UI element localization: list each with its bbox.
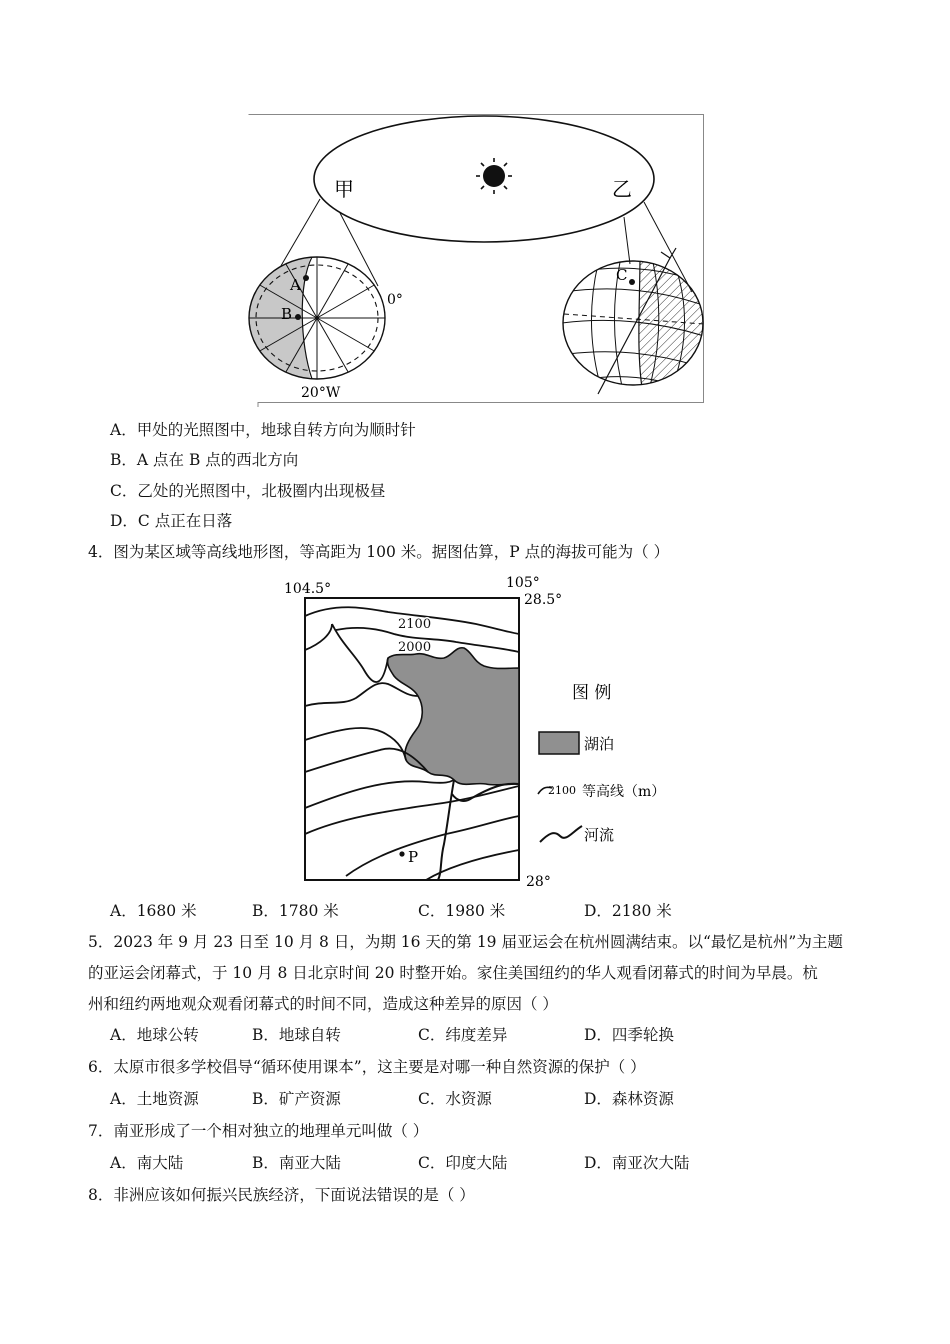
lake-area bbox=[387, 648, 519, 785]
point-c-label: C bbox=[616, 266, 628, 284]
q5-option-a: A．地球公转 bbox=[110, 1026, 199, 1044]
contour-2000-label: 2000 bbox=[398, 640, 432, 655]
q8-stem: 8．非洲应该如何振兴民族经济，下面说法错误的是（ ） bbox=[88, 1186, 475, 1204]
contour-map-figure bbox=[276, 572, 666, 894]
legend-contour-value: 2100 bbox=[548, 784, 576, 797]
river-lines bbox=[438, 780, 519, 880]
orbit-illumination-figure bbox=[248, 114, 704, 408]
q6-option-b: B．矿产资源 bbox=[252, 1090, 341, 1108]
q7-option-b: B．南亚大陆 bbox=[252, 1154, 341, 1172]
legend-lake-swatch bbox=[539, 732, 579, 754]
q7-option-c: C．印度大陆 bbox=[418, 1154, 508, 1172]
point-b-label: B bbox=[281, 305, 293, 323]
q7-option-d: D．南亚次大陆 bbox=[584, 1154, 690, 1172]
q4-option-c: C．1980 米 bbox=[418, 902, 506, 920]
polar-view-globe bbox=[248, 254, 403, 401]
q6-option-a: A．土地资源 bbox=[110, 1090, 199, 1108]
q5-stem-line1: 5．2023 年 9 月 23 日至 10 月 8 日，为期 16 天的第 19 届亚运会在杭州圆满结束。以“最忆是杭州”为主题 bbox=[88, 933, 843, 951]
q3-option-a: A．甲处的光照图中，地球自转方向为顺时针 bbox=[110, 421, 416, 439]
q4-option-b: B．1780 米 bbox=[252, 902, 339, 920]
q7-stem: 7．南亚形成了一个相对独立的地理单元叫做（ ） bbox=[88, 1122, 429, 1140]
point-a-label: A bbox=[290, 276, 301, 294]
q7-option-a: A．南大陆 bbox=[110, 1154, 184, 1172]
q4-option-d: D．2180 米 bbox=[584, 902, 672, 920]
legend-lake-label: 湖泊 bbox=[584, 735, 615, 753]
legend-title: 图 例 bbox=[572, 683, 612, 703]
lon-right-label: 105° bbox=[506, 575, 540, 591]
sun-icon bbox=[476, 158, 512, 194]
q4-option-a: A．1680 米 bbox=[110, 902, 197, 920]
legend-contour-label: 等高线（m） bbox=[582, 784, 666, 800]
q5-option-c: C．纬度差异 bbox=[418, 1026, 508, 1044]
lat-bottom-label: 28° bbox=[526, 874, 551, 890]
label-jia: 甲 bbox=[334, 177, 354, 201]
q5-option-b: B．地球自转 bbox=[252, 1026, 341, 1044]
q3-option-b: B．A 点在 B 点的西北方向 bbox=[110, 451, 299, 469]
q5-stem-line2: 的亚运会闭幕式，于 10 月 8 日北京时间 20 时整开始。家住美国纽约的华人观看闭幕式的时间为早晨。杭 bbox=[88, 964, 818, 982]
q3-option-c: C．乙处的光照图中，北极圈内出现极昼 bbox=[110, 482, 386, 500]
q4-stem: 4．图为某区域等高线地形图，等高距为 100 米。据图估算，P 点的海拔可能为（ ） bbox=[88, 543, 670, 561]
q3-option-d: D．C 点正在日落 bbox=[110, 512, 233, 530]
lon-0-label: 0° bbox=[387, 292, 403, 308]
lon-20w-label: 20°W bbox=[301, 385, 341, 401]
lon-left-label: 104.5° bbox=[284, 581, 332, 597]
lat-top-label: 28.5° bbox=[524, 592, 563, 608]
label-yi: 乙 bbox=[612, 177, 632, 201]
q5-stem-line3: 州和纽约两地观众观看闭幕式的时间不同，造成这种差异的原因（ ） bbox=[88, 995, 558, 1013]
q6-option-c: C．水资源 bbox=[418, 1090, 492, 1108]
contour-2100-label: 2100 bbox=[398, 617, 432, 632]
point-p-label: P bbox=[408, 848, 419, 866]
q5-option-d: D．四季轮换 bbox=[584, 1026, 674, 1044]
q6-option-d: D．森林资源 bbox=[584, 1090, 674, 1108]
q6-stem: 6．太原市很多学校倡导“循环使用课本”，这主要是对哪一种自然资源的保护（ ） bbox=[88, 1058, 646, 1076]
legend-river-label: 河流 bbox=[584, 826, 615, 844]
side-view-globe bbox=[562, 248, 708, 394]
